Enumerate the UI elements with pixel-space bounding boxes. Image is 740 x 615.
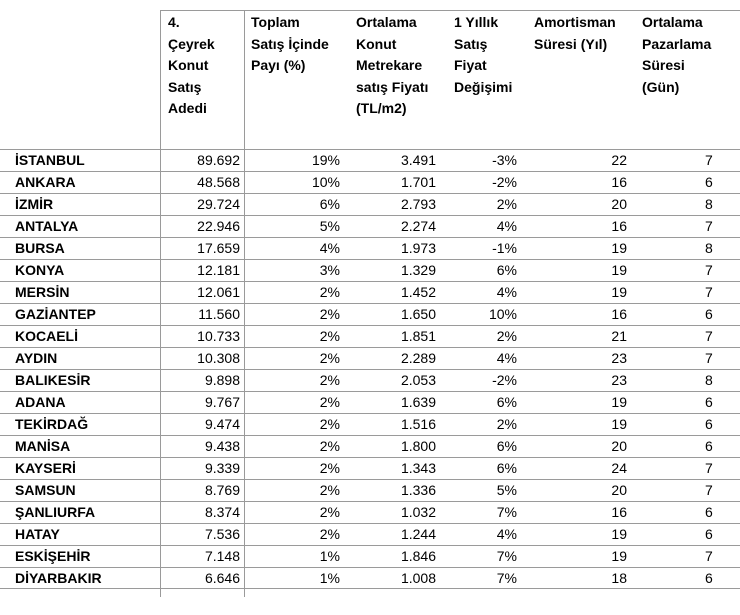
- header-sales-share: Toplam Satış İçinde Payı (%): [251, 14, 329, 73]
- city-cell: TEKİRDAĞ: [15, 416, 89, 432]
- avg-price-cell: 1.329: [400, 262, 436, 278]
- sales-count-cell: 12.061: [197, 284, 240, 300]
- table-row: [0, 479, 740, 501]
- marketing-days-cell: 6: [705, 416, 713, 432]
- sales-count-cell: 10.733: [197, 328, 240, 344]
- avg-price-cell: 1.244: [400, 526, 436, 542]
- price-change-cell: 5%: [496, 482, 517, 498]
- price-change-cell: 6%: [496, 262, 517, 278]
- city-cell: MERSİN: [15, 284, 70, 300]
- sales-count-cell: 7.148: [204, 548, 240, 564]
- table-row: [0, 259, 740, 281]
- avg-price-cell: 1.973: [400, 240, 436, 256]
- sales-count-cell: 9.767: [204, 394, 240, 410]
- avg-price-cell: 1.032: [400, 504, 436, 520]
- sales-count-cell: 8.769: [204, 482, 240, 498]
- sales-share-cell: 2%: [319, 460, 340, 476]
- marketing-days-cell: 7: [705, 262, 713, 278]
- city-cell: SAMSUN: [15, 482, 76, 498]
- city-cell: DİYARBAKIR: [15, 570, 102, 586]
- sales-share-cell: 2%: [319, 328, 340, 344]
- price-change-cell: 4%: [496, 284, 517, 300]
- avg-price-cell: 3.491: [400, 152, 436, 168]
- avg-price-cell: 1.851: [400, 328, 436, 344]
- table-row: [0, 149, 740, 171]
- sales-share-cell: 2%: [319, 504, 340, 520]
- table-row: [0, 413, 740, 435]
- price-change-cell: 6%: [496, 460, 517, 476]
- avg-price-cell: 1.343: [400, 460, 436, 476]
- price-change-cell: 10%: [488, 306, 517, 322]
- marketing-days-cell: 7: [705, 328, 713, 344]
- sales-count-cell: 9.898: [204, 372, 240, 388]
- marketing-days-cell: 6: [705, 570, 713, 586]
- amortization-cell: 23: [611, 372, 627, 388]
- sales-share-cell: 2%: [319, 416, 340, 432]
- avg-price-cell: 1.639: [400, 394, 436, 410]
- amortization-cell: 19: [611, 240, 627, 256]
- city-cell: BURSA: [15, 240, 65, 256]
- price-change-cell: 4%: [496, 218, 517, 234]
- amortization-cell: 20: [611, 438, 627, 454]
- table-row: [0, 215, 740, 237]
- amortization-cell: 19: [611, 394, 627, 410]
- city-cell: AYDIN: [15, 350, 58, 366]
- price-change-cell: -1%: [492, 240, 517, 256]
- sales-share-cell: 19%: [311, 152, 340, 168]
- table-row: [0, 237, 740, 259]
- price-change-cell: 4%: [496, 350, 517, 366]
- marketing-days-cell: 6: [705, 438, 713, 454]
- city-cell: İZMİR: [15, 196, 54, 212]
- amortization-cell: 21: [611, 328, 627, 344]
- avg-price-cell: 1.516: [400, 416, 436, 432]
- marketing-days-cell: 7: [705, 350, 713, 366]
- marketing-days-cell: 6: [705, 504, 713, 520]
- price-change-cell: -3%: [492, 152, 517, 168]
- sales-count-cell: 22.946: [197, 218, 240, 234]
- marketing-days-cell: 6: [705, 174, 713, 190]
- sales-share-cell: 2%: [319, 526, 340, 542]
- marketing-days-cell: 7: [705, 482, 713, 498]
- sales-share-cell: 2%: [319, 284, 340, 300]
- sales-count-cell: 8.374: [204, 504, 240, 520]
- price-change-cell: 2%: [496, 328, 517, 344]
- table-row: [0, 347, 740, 369]
- amortization-cell: 22: [611, 152, 627, 168]
- amortization-cell: 20: [611, 482, 627, 498]
- marketing-days-cell: 6: [705, 394, 713, 410]
- city-cell: ESKİŞEHİR: [15, 548, 91, 564]
- sales-count-cell: 10.308: [197, 350, 240, 366]
- city-cell: İSTANBUL: [15, 152, 85, 168]
- table-row: [0, 545, 740, 567]
- sales-count-cell: 7.536: [204, 526, 240, 542]
- marketing-days-cell: 8: [705, 240, 713, 256]
- avg-price-cell: 1.008: [400, 570, 436, 586]
- price-change-cell: -2%: [492, 174, 517, 190]
- sales-count-cell: 9.474: [204, 416, 240, 432]
- marketing-days-cell: 7: [705, 460, 713, 476]
- price-change-cell: -2%: [492, 372, 517, 388]
- sales-share-cell: 1%: [319, 548, 340, 564]
- price-change-cell: 7%: [496, 504, 517, 520]
- sales-share-cell: 2%: [319, 372, 340, 388]
- city-cell: ANTALYA: [15, 218, 79, 234]
- avg-price-cell: 1.846: [400, 548, 436, 564]
- avg-price-cell: 2.274: [400, 218, 436, 234]
- amortization-cell: 19: [611, 526, 627, 542]
- marketing-days-cell: 6: [705, 526, 713, 542]
- header-marketing-days: Ortalama Pazarlama Süresi (Gün): [642, 14, 712, 95]
- price-change-cell: 6%: [496, 438, 517, 454]
- amortization-cell: 16: [611, 174, 627, 190]
- city-cell: KOCAELİ: [15, 328, 78, 344]
- marketing-days-cell: 8: [705, 372, 713, 388]
- city-cell: BALIKESİR: [15, 372, 91, 388]
- table-row: [0, 369, 740, 391]
- price-change-cell: 7%: [496, 570, 517, 586]
- table-row: [0, 171, 740, 193]
- table-row: [0, 523, 740, 545]
- table-row: [0, 193, 740, 215]
- avg-price-cell: 1.650: [400, 306, 436, 322]
- sales-count-cell: 89.692: [197, 152, 240, 168]
- header-avg-price: Ortalama Konut Metrekare satış Fiyatı (TL/m2): [356, 14, 429, 116]
- sales-share-cell: 1%: [319, 570, 340, 586]
- sales-count-cell: 12.181: [197, 262, 240, 278]
- avg-price-cell: 2.289: [400, 350, 436, 366]
- sales-share-cell: 10%: [311, 174, 340, 190]
- sales-share-cell: 2%: [319, 394, 340, 410]
- avg-price-cell: 1.800: [400, 438, 436, 454]
- header-amortization: Amortisman Süresi (Yıl): [534, 14, 616, 52]
- price-change-cell: 4%: [496, 526, 517, 542]
- sales-count-cell: 6.646: [204, 570, 240, 586]
- sales-share-cell: 5%: [319, 218, 340, 234]
- marketing-days-cell: 8: [705, 196, 713, 212]
- price-change-cell: 2%: [496, 196, 517, 212]
- amortization-cell: 24: [611, 460, 627, 476]
- marketing-days-cell: 7: [705, 284, 713, 300]
- price-change-cell: 7%: [496, 548, 517, 564]
- marketing-days-cell: 7: [705, 152, 713, 168]
- table-row: [0, 457, 740, 479]
- sales-share-cell: 2%: [319, 306, 340, 322]
- sales-share-cell: 6%: [319, 196, 340, 212]
- city-cell: ŞANLIURFA: [15, 504, 96, 520]
- city-cell: MANİSA: [15, 438, 71, 454]
- avg-price-cell: 1.452: [400, 284, 436, 300]
- city-cell: ANKARA: [15, 174, 76, 190]
- table-row: [0, 391, 740, 413]
- sales-share-cell: 2%: [319, 438, 340, 454]
- avg-price-cell: 1.336: [400, 482, 436, 498]
- avg-price-cell: 2.793: [400, 196, 436, 212]
- sales-count-cell: 48.568: [197, 174, 240, 190]
- avg-price-cell: 2.053: [400, 372, 436, 388]
- table-body: [0, 149, 740, 589]
- sales-count-cell: 29.724: [197, 196, 240, 212]
- amortization-cell: 20: [611, 196, 627, 212]
- table-header: [0, 10, 740, 150]
- amortization-cell: 18: [611, 570, 627, 586]
- table-row: [0, 303, 740, 325]
- marketing-days-cell: 7: [705, 548, 713, 564]
- marketing-days-cell: 7: [705, 218, 713, 234]
- amortization-cell: 19: [611, 284, 627, 300]
- city-cell: KONYA: [15, 262, 65, 278]
- sales-count-cell: 9.339: [204, 460, 240, 476]
- city-cell: ADANA: [15, 394, 66, 410]
- sales-count-cell: 11.560: [198, 306, 240, 322]
- table-row: [0, 281, 740, 303]
- table-row: [0, 325, 740, 347]
- amortization-cell: 19: [611, 548, 627, 564]
- table-row: [0, 501, 740, 523]
- city-cell: GAZİANTEP: [15, 306, 96, 322]
- sales-count-cell: 9.438: [204, 438, 240, 454]
- sales-share-cell: 2%: [319, 350, 340, 366]
- header-sales-count: 4. Çeyrek Konut Satış Adedi: [168, 14, 215, 116]
- avg-price-cell: 1.701: [400, 174, 436, 190]
- sales-count-cell: 17.659: [197, 240, 240, 256]
- amortization-cell: 16: [611, 218, 627, 234]
- price-change-cell: 6%: [496, 394, 517, 410]
- sales-share-cell: 2%: [319, 482, 340, 498]
- table-row: [0, 567, 740, 589]
- sales-share-cell: 4%: [319, 240, 340, 256]
- marketing-days-cell: 6: [705, 306, 713, 322]
- table-row: [0, 435, 740, 457]
- sales-share-cell: 3%: [319, 262, 340, 278]
- amortization-cell: 16: [611, 306, 627, 322]
- city-cell: KAYSERİ: [15, 460, 76, 476]
- amortization-cell: 19: [611, 262, 627, 278]
- city-cell: HATAY: [15, 526, 60, 542]
- amortization-cell: 16: [611, 504, 627, 520]
- price-change-cell: 2%: [496, 416, 517, 432]
- amortization-cell: 23: [611, 350, 627, 366]
- header-price-change: 1 Yıllık Satış Fiyat Değişimi: [454, 14, 513, 95]
- amortization-cell: 19: [611, 416, 627, 432]
